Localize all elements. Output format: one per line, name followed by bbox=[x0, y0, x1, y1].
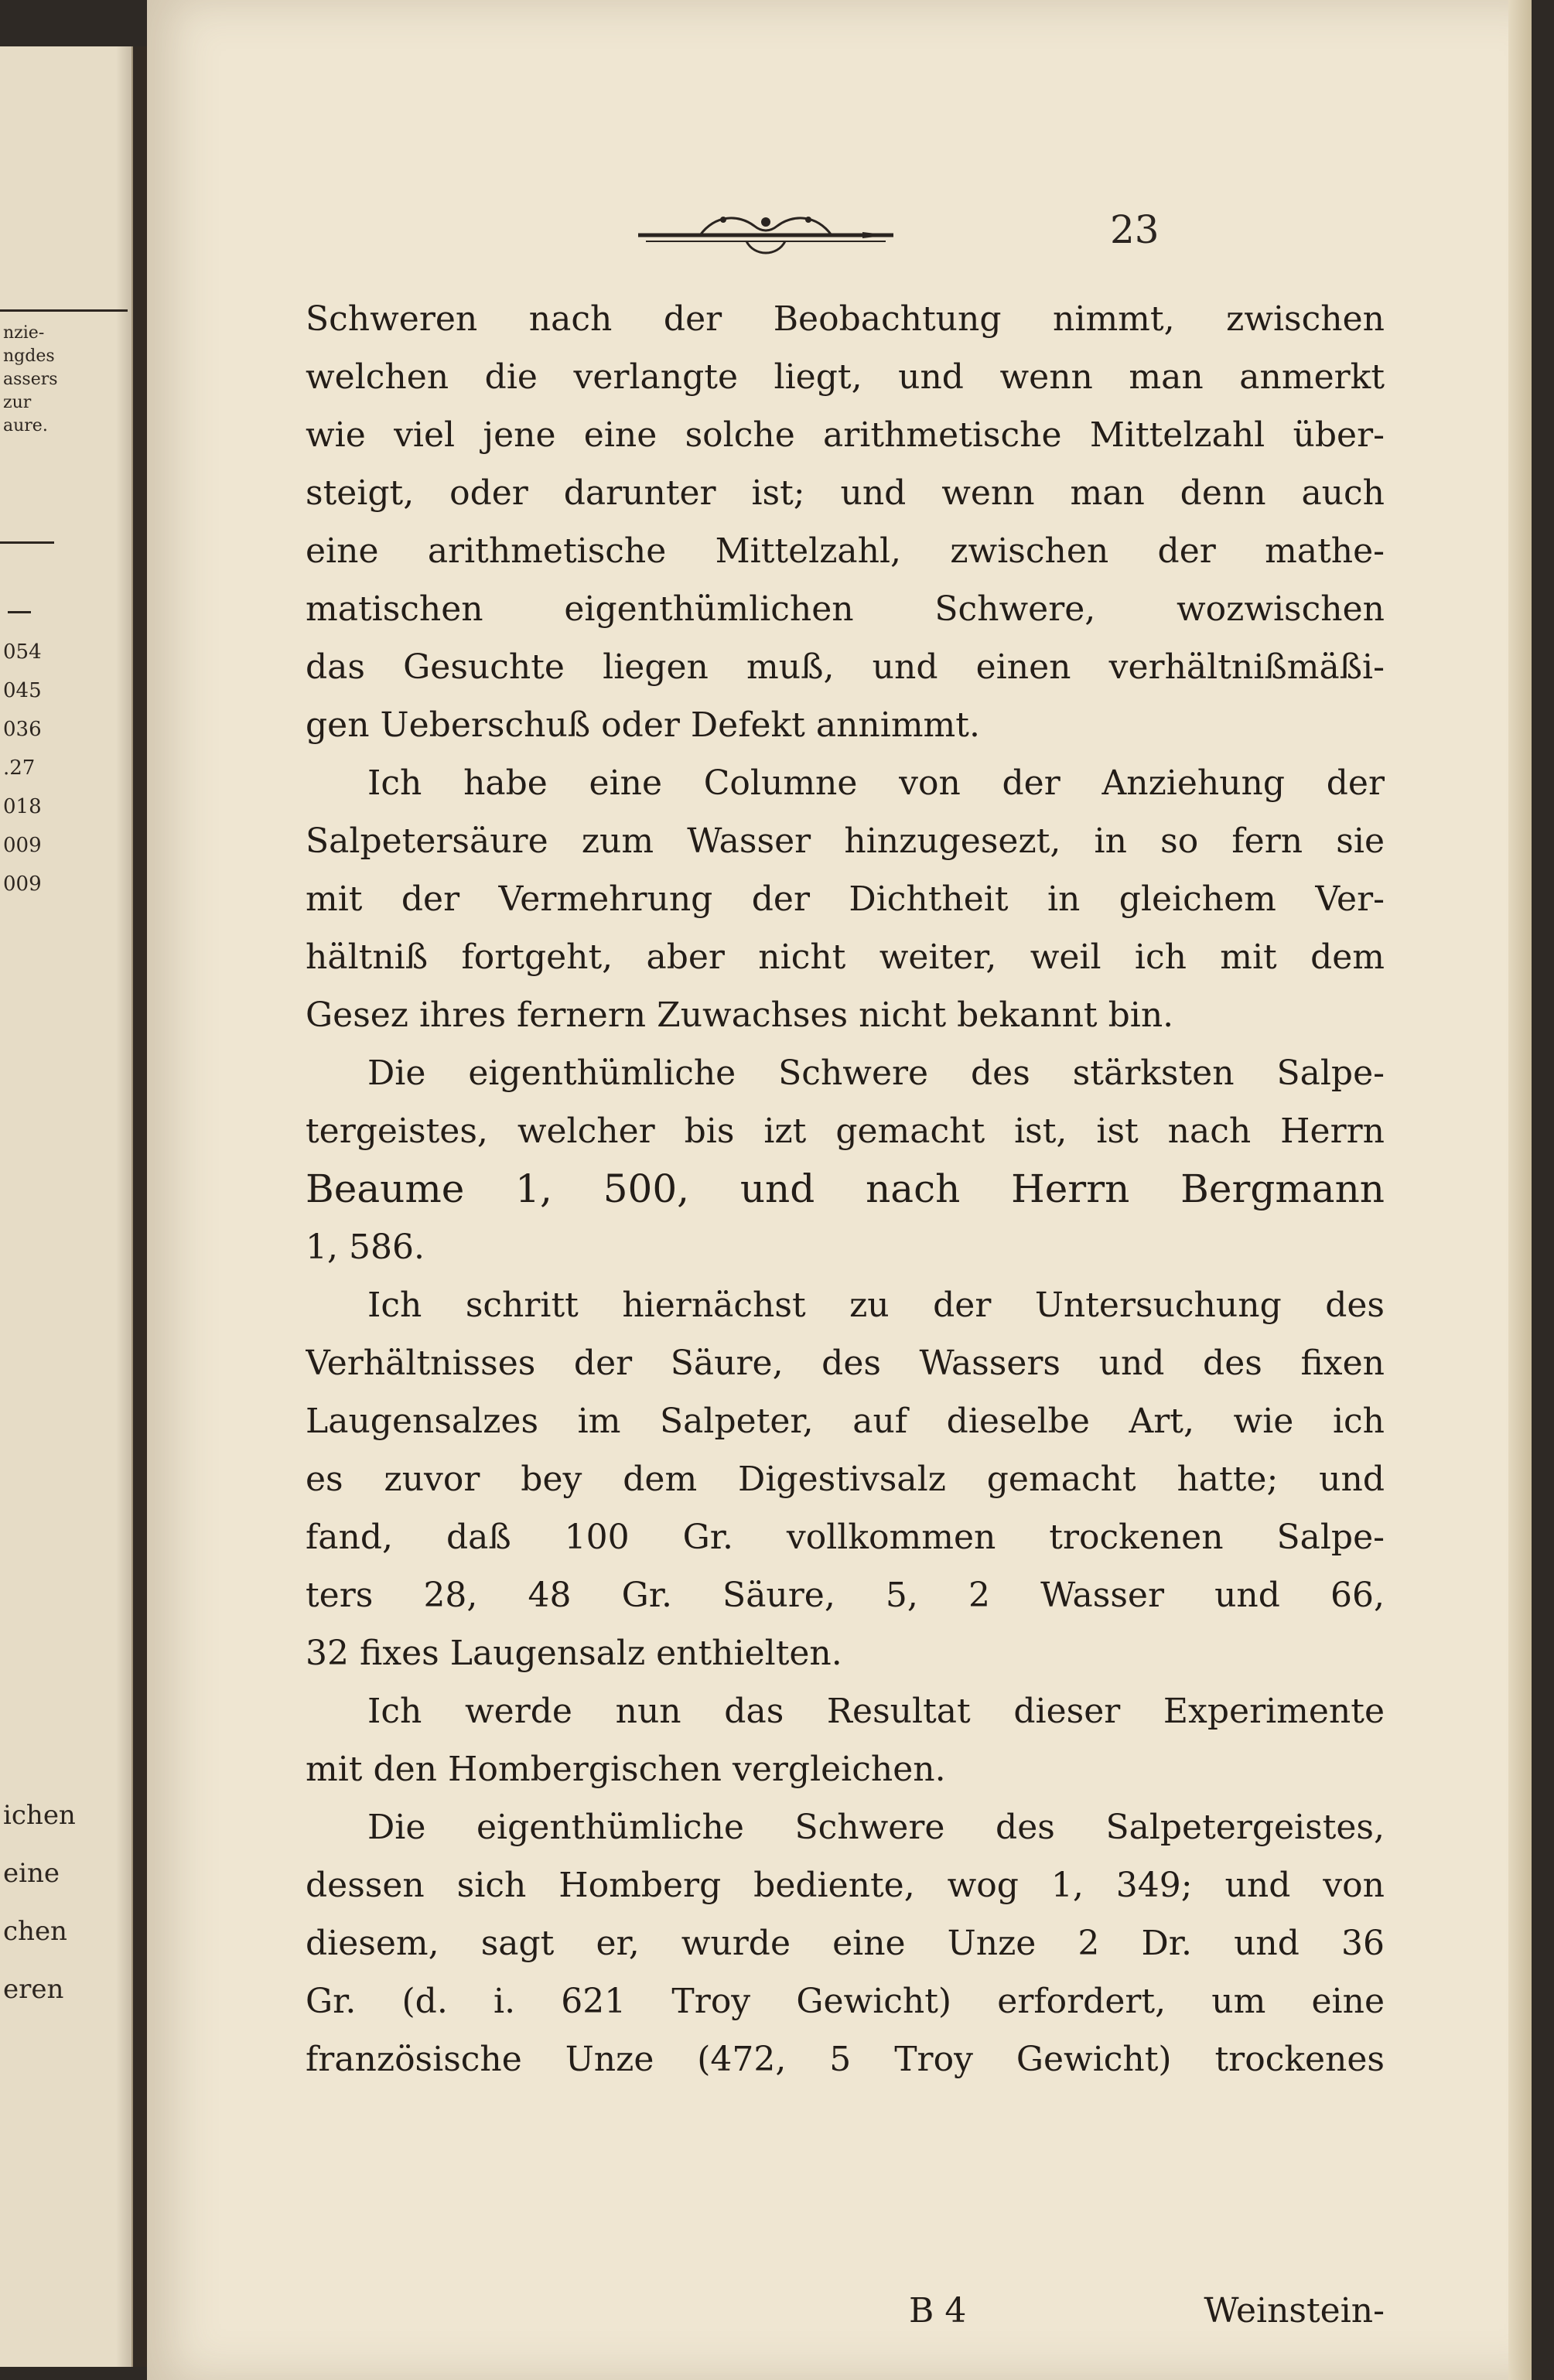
left-page-rule bbox=[8, 611, 31, 613]
text-line: Verhältnisses der Säure, des Wassers und des fixen bbox=[306, 1344, 1385, 1383]
ornament-vignette-icon bbox=[630, 203, 901, 265]
text-line: matischen eigenthümlichen Schwere, wozwischen bbox=[306, 589, 1385, 629]
left-fragment: assers bbox=[3, 370, 58, 389]
text-line: Die eigenthümliche Schwere des Salpetergeistes, bbox=[367, 1808, 1385, 1847]
text-line: mit den Hombergischen vergleichen. bbox=[306, 1750, 946, 1789]
page-number: 23 bbox=[1110, 207, 1160, 252]
text-line: Salpetersäure zum Wasser hinzugesezt, in so fern sie bbox=[306, 821, 1385, 861]
text-line: es zuvor bey dem Digestivsalz gemacht hatte; und bbox=[306, 1460, 1385, 1499]
left-page-rule bbox=[0, 541, 54, 544]
left-fragment: zur bbox=[3, 393, 32, 412]
left-number: 036 bbox=[3, 718, 42, 741]
text-line: steigt, oder darunter ist; und wenn man denn auch bbox=[306, 473, 1385, 513]
text-line: französische Unze (472, 5 Troy Gewicht) trockenes bbox=[306, 2040, 1385, 2079]
left-fragment: nzie- bbox=[3, 323, 45, 343]
signature-mark: B 4 bbox=[909, 2291, 967, 2330]
page-edge bbox=[1508, 0, 1532, 2380]
text-line: eine arithmetische Mittelzahl, zwischen der mathe- bbox=[306, 531, 1385, 571]
text-line: dessen sich Homberg bediente, wog 1, 349; und von bbox=[306, 1866, 1385, 1905]
text-line: Die eigenthümliche Schwere des stärksten Salpe- bbox=[367, 1053, 1385, 1093]
catchword: Weinstein- bbox=[1204, 2291, 1385, 2330]
left-fragment: eren bbox=[3, 1974, 64, 2005]
left-number: .27 bbox=[3, 756, 36, 780]
text-line: gen Ueberschuß oder Defekt annimmt. bbox=[306, 705, 980, 745]
left-number: 009 bbox=[3, 872, 42, 896]
text-line: Laugensalzes im Salpeter, auf dieselbe Art, wie ich bbox=[306, 1402, 1385, 1441]
text-line: Ich habe eine Columne von der Anziehung der bbox=[367, 763, 1385, 803]
text-line: Schweren nach der Beobachtung nimmt, zwischen bbox=[306, 299, 1385, 339]
text-line: Beaume 1, 500, und nach Herrn Bergmann bbox=[306, 1166, 1385, 1211]
text-line: wie viel jene eine solche arithmetische Mittelzahl über- bbox=[306, 415, 1385, 455]
text-line: mit der Vermehrung der Dichtheit in gleichem Ver- bbox=[306, 879, 1385, 919]
left-number: 018 bbox=[3, 795, 42, 818]
left-number: 045 bbox=[3, 679, 42, 702]
text-line: Ich schritt hiernächst zu der Untersuchung des bbox=[367, 1286, 1385, 1325]
text-line: welchen die verlangte liegt, und wenn man anmerkt bbox=[306, 357, 1385, 397]
text-line: 1, 586. bbox=[306, 1228, 425, 1267]
left-page-rule bbox=[0, 309, 128, 312]
left-fragment: aure. bbox=[3, 416, 48, 435]
text-line: ters 28, 48 Gr. Säure, 5, 2 Wasser und 66, bbox=[306, 1576, 1385, 1615]
text-line: diesem, sagt er, wurde eine Unze 2 Dr. und 36 bbox=[306, 1924, 1385, 1963]
body-text bbox=[306, 290, 1385, 2088]
text-line: fand, daß 100 Gr. vollkommen trockenen Salpe- bbox=[306, 1518, 1385, 1557]
footer-line bbox=[306, 2282, 1385, 2340]
text-line: hältniß fortgeht, aber nicht weiter, weil ich mit dem bbox=[306, 937, 1385, 977]
left-fragment: ngdes bbox=[3, 347, 55, 366]
text-line: Gesez ihres fernern Zuwachses nicht bekannt bin. bbox=[306, 995, 1174, 1035]
text-line: das Gesuchte liegen muß, und einen verhältnißmäßi- bbox=[306, 647, 1385, 687]
left-fragment: chen bbox=[3, 1916, 67, 1947]
text-line: Ich werde nun das Resultat dieser Experimente bbox=[367, 1692, 1385, 1731]
left-fragment: eine bbox=[3, 1858, 60, 1889]
left-fragment: ichen bbox=[3, 1800, 76, 1831]
left-number: 009 bbox=[3, 834, 42, 857]
left-number: 054 bbox=[3, 640, 42, 664]
text-line: tergeistes, welcher bis izt gemacht ist, ist nach Herrn bbox=[306, 1111, 1385, 1151]
book-page bbox=[147, 0, 1532, 2380]
text-line: 32 fixes Laugensalz enthielten. bbox=[306, 1634, 842, 1673]
left-page-fragment bbox=[0, 46, 133, 2367]
text-line: Gr. (d. i. 621 Troy Gewicht) erfordert, um eine bbox=[306, 1982, 1385, 2021]
